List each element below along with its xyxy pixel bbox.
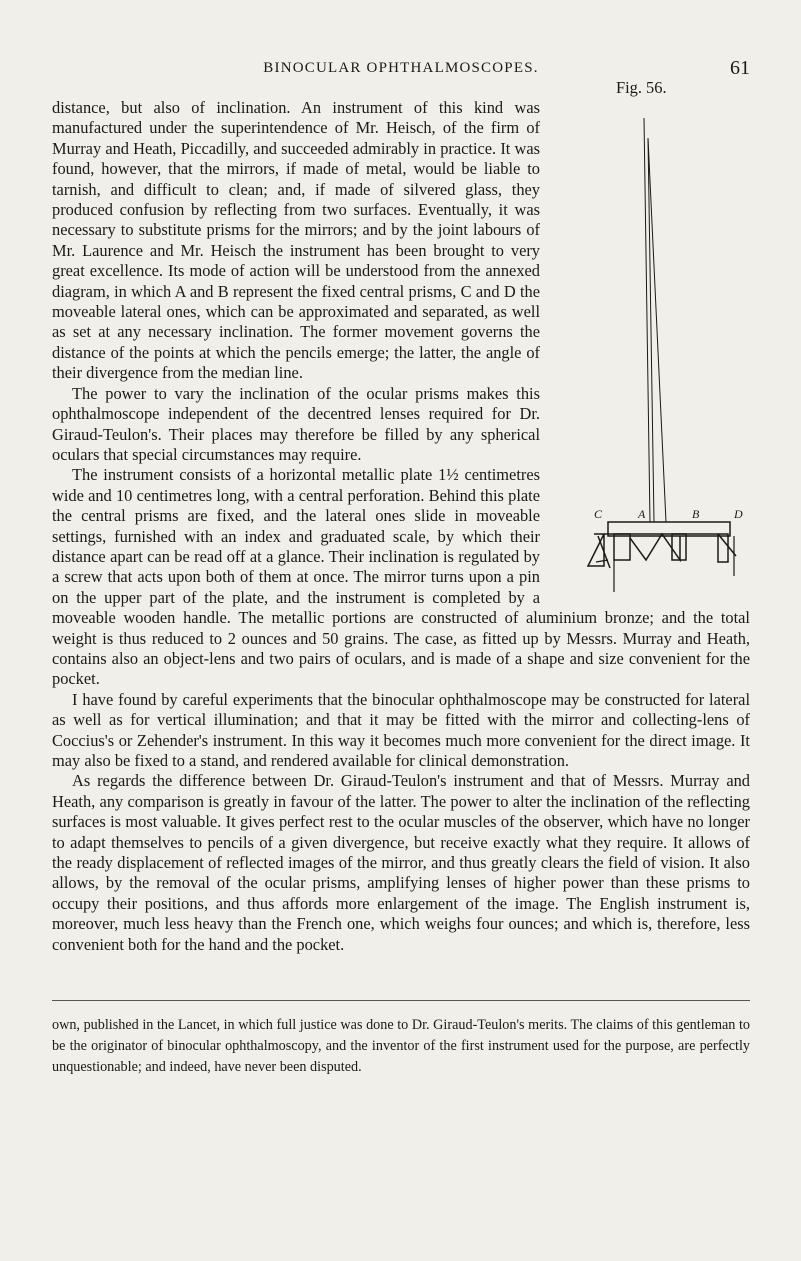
- letter-a: A: [638, 507, 646, 521]
- light-pencil-left: [644, 118, 654, 522]
- paragraph-2: The power to vary the inclination of the ocular prisms makes this ophthalmoscope independent of the decentred lenses required for Dr. Giraud-Teulon's. Their places may therefore be filled by any spherical oculars that special circumstances may require.: [52, 383, 540, 464]
- footnote-text: own, published in the Lancet, in which full justice was done to Dr. Giraud-Teulon's merits. The claims of this gentleman to be the originator of binocular ophthalmoscopy, and the inventor of the first instrument used for the purpose, are perfectly unquestionable; and indeed, have never been disputed.: [52, 1017, 750, 1075]
- figure-56: [548, 78, 762, 604]
- body-text: [52, 78, 750, 955]
- paragraph-4: I have found by careful experiments that the binocular ophthalmoscope may be constructed for lateral as well as for vertical illumination; and that it may be fitted with the mirror and collecting-lens of Coccius's or Zehender's instrument. In this way it becomes much more convenient for the direct image. It may also be fixed to a stand, and rendered available for clinical demonstration.: [52, 689, 750, 770]
- paragraph-1: distance, but also of inclination. An instrument of this kind was manufactured under the superintendence of Mr. Heisch, of the firm of Murray and Heath, Piccadilly, and succeeded admirably in practice. It was found, however, that the mirrors, if made of metal, would be liable to tarnish, and difficult to clean; and, if made of silvered glass, they produced confusion by reflecting from two surfaces. Eventually, it was necessary to substitute prisms for the mirrors; and by the joint labours of Mr. Laurence and Mr. Heisch the instrument has been brought to very great excellence. Its mode of action will be understood from the annexed diagram, in which A and B represent the fixed central prisms, C and D the moveable lateral ones, which can be approximated and separated, as well as set at any necessary inclination. The former movement governs the distance of the points at which the pencils emerge; the latter, the angle of their divergence from the median line.: [52, 98, 540, 383]
- footnote-rule: [52, 1000, 750, 1001]
- prism-a-box: [614, 534, 630, 560]
- prism-d-box: [718, 534, 728, 562]
- letter-d: D: [734, 507, 743, 521]
- prism-diagram: [548, 78, 762, 604]
- left-slide: [596, 560, 614, 592]
- paragraph-5: As regards the difference between Dr. Giraud-Teulon's instrument and that of Messrs. Murray and Heath, any comparison is greatly in favour of the latter. The power to alter the inclination of the reflecting surfaces is most valuable. It gives perfect rest to the ocular muscles of the observer, which have no longer to adapt themselves to pencils of a given divergence, but receive exactly what they require. It allows of the ready displacement of reflected images of the mirror, and thus greatly clears the field of vision. It also allows, by the removal of the ocular prisms, amplifying lenses of higher power than these prisms to occupy their positions, and thus affords more enlargement of the image. The English instrument is, moreover, much less heavy than the French one, which weighs four ounces; and which is, therefore, less convenient both for the hand and the pocket.: [52, 771, 750, 954]
- letter-c: C: [594, 507, 603, 521]
- running-title: BINOCULAR OPHTHALMOSCOPES.: [263, 60, 539, 76]
- prism-d: [718, 534, 736, 556]
- prism-b-box: [672, 534, 686, 560]
- paragraph-3: The instrument consists of a horizontal metallic plate 1½ centimetres wide and 10 centimetres long, with a central perforation. Behind this plate the central prisms are fixed, and the lateral ones slide in moveable settings, furnished with an index and graduated scale, by which their distance apart can be read off at a glance. Their inclination is regulated by a screw that acts upon both of them at once. The mirror turns upon a pin on the upper part of the plate, and the instrument is completed by a moveable wooden handle. The metallic portions are constructed of aluminium bronze; and the total weight is thus reduced to 2 ounces and 50 grains. The case, as fitted up by Messrs. Murray and Heath, contains also an object-lens and two pairs of oculars, and is made of a shape and size convenient for the pocket.: [52, 465, 750, 689]
- page-number: 61: [730, 57, 750, 79]
- letter-b: B: [692, 507, 700, 521]
- footnote: [52, 1015, 750, 1078]
- figure-label: Fig. 56.: [616, 78, 667, 97]
